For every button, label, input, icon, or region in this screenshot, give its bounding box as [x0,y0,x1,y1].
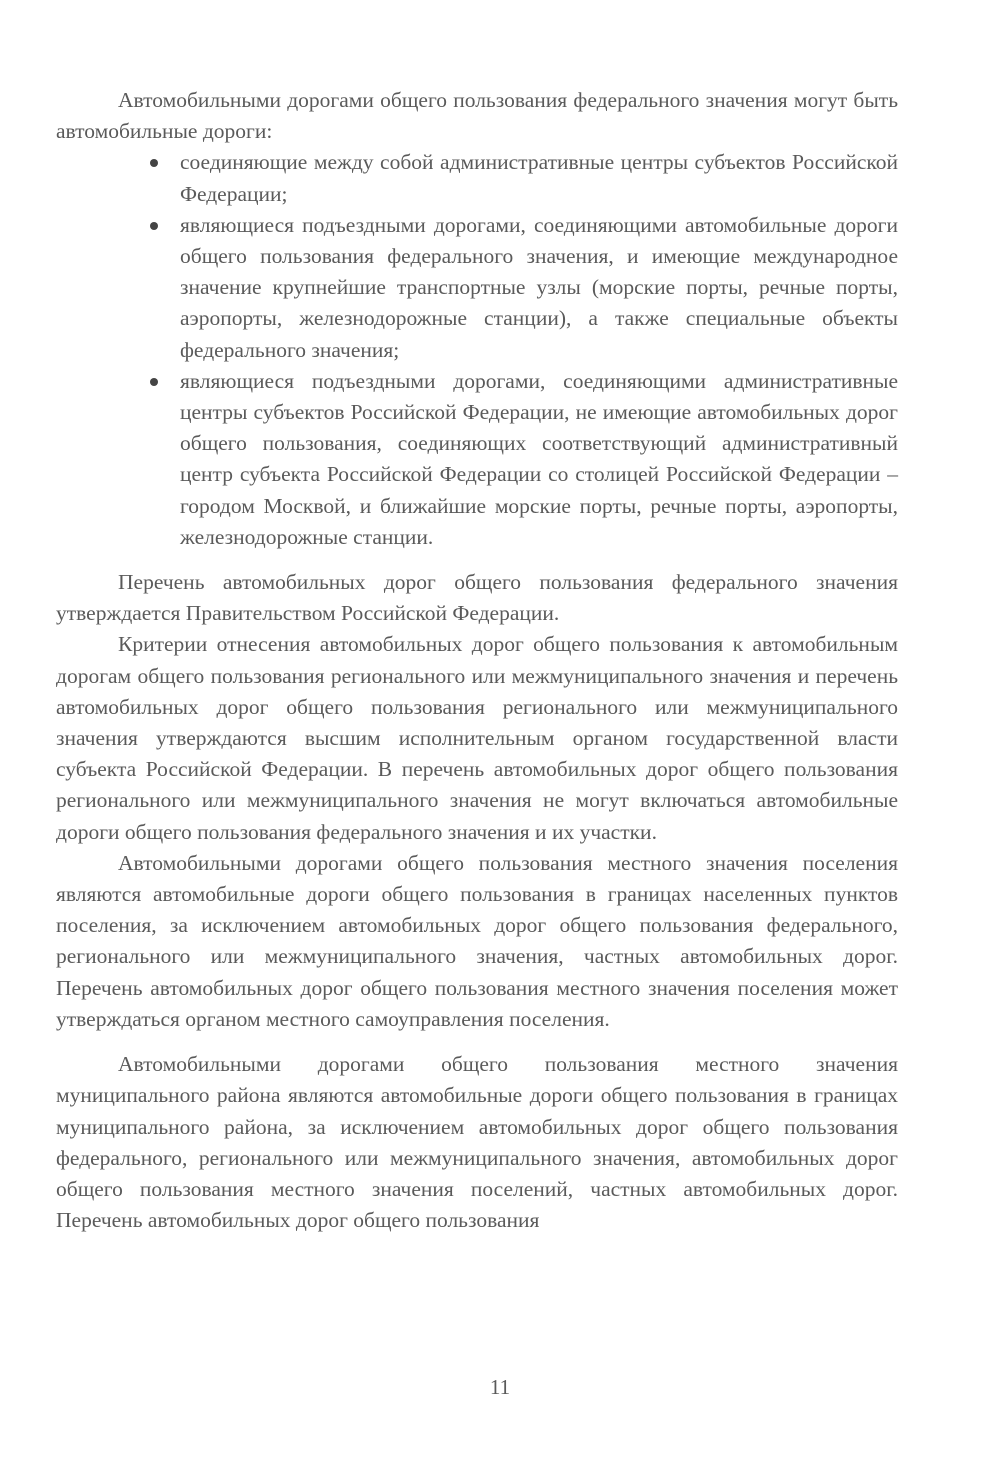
bullet-list [56,147,898,553]
page-body [56,85,898,1236]
page-number: 11 [489,1375,511,1399]
paragraph-federal-list: Перечень автомобильных дорог общего пользования федерального значения утверждается Правительством Российской Федерации. [56,570,898,626]
bullet-item: соединяющие между собой административные центры субъектов Российской Федерации; [180,147,898,209]
intro-paragraph: Автомобильными дорогами общего пользования федерального значения могут быть автомобильные дороги: [56,88,898,144]
bullet-item: являющиеся подъездными дорогами, соединяющими автомобильные дороги общего пользования федерального значения, и имеющие международное значение крупнейшие транспортные узлы (морские порты, речные порты, аэропорты, железнодорожные станции), а также специальные объекты федерального значения; [180,210,898,366]
bullet-item: являющиеся подъездными дорогами, соединяющими административные центры субъектов Российской Федерации, не имеющие автомобильных дорог общего пользования, соединяющих соответствующий административный центр субъекта Российской Федерации со столицей Российской Федерации – городом Москвой, и ближайшие морские порты, речные порты, аэропорты, железнодорожные станции. [180,366,898,553]
paragraph-regional-criteria: Критерии отнесения автомобильных дорог общего пользования к автомобильным дорогам общего пользования регионального или межмуниципального значения и перечень автомобильных дорог общего пользования регионального или межмуниципального значения утверждаются высшим исполнительным органом государственной власти субъекта Российской Федерации. В перечень автомобильных дорог общего пользования регионального или межмуниципального значения не могут включаться автомобильные дороги общего пользования федерального значения и их участки. [56,632,898,844]
paragraph-municipal-district: Автомобильными дорогами общего пользования местного значения муниципального района являются автомобильные дороги общего пользования в границах муниципального района, за исключением автомобильных дорог общего пользования федерального, регионального или межмуниципального значения, автомобильных дорог общего пользования местного значения поселений, частных автомобильных дорог. Перечень автомобильных дорог общего пользования [56,1052,898,1233]
paragraph-local-settlement: Автомобильными дорогами общего пользования местного значения поселения являются автомобильные дороги общего пользования в границах населенных пунктов поселения, за исключением автомобильных дорог общего пользования федерального, регионального или межмуниципального значения, частных автомобильных дорог. Перечень автомобильных дорог общего пользования местного значения поселения может утверждаться органом местного самоуправления поселения. [56,850,898,1031]
